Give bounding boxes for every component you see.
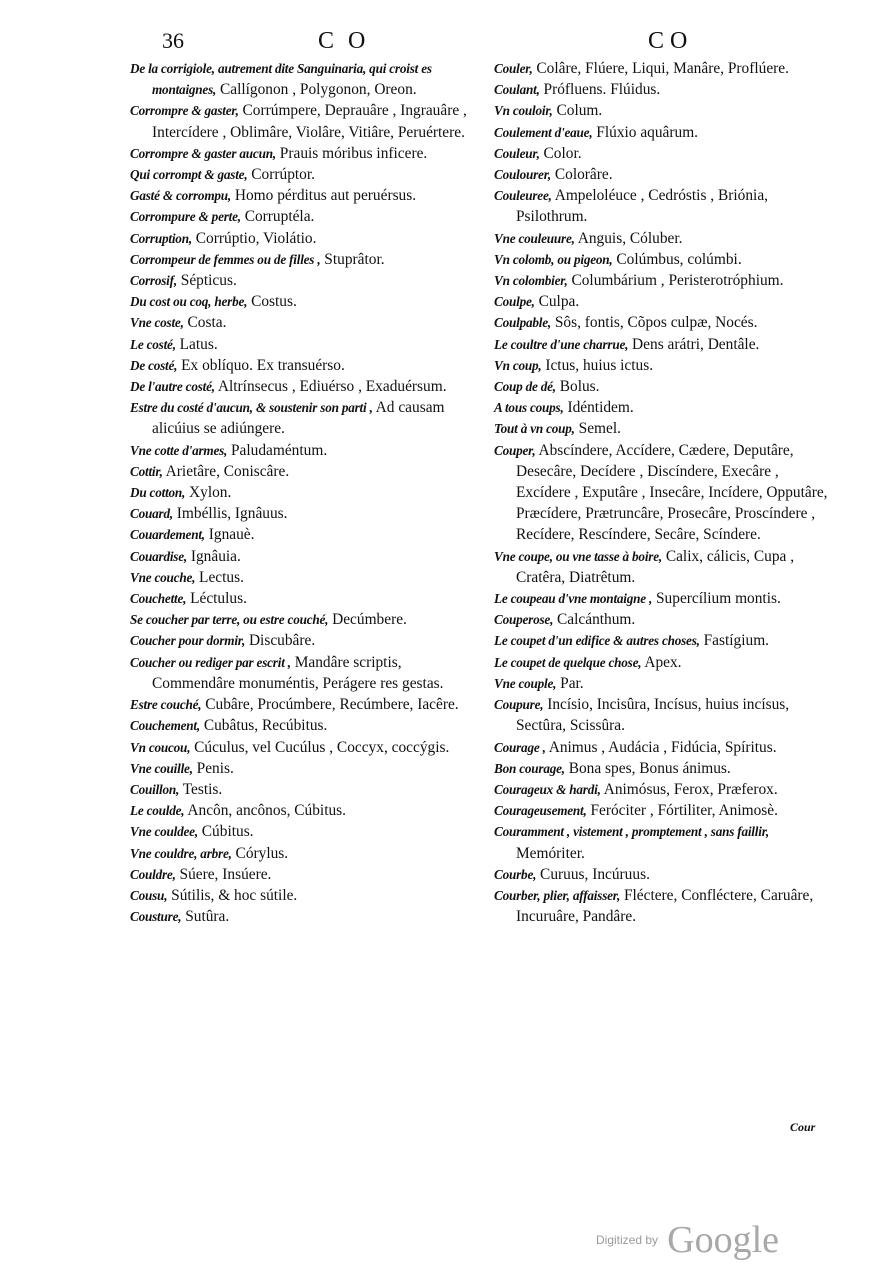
entry-translation: Corruptéla. (240, 208, 315, 226)
dictionary-entry (130, 524, 482, 545)
entry-translation: Cúbitus. (197, 823, 254, 841)
entry-translation: Corrúptio, Violátio. (191, 229, 317, 247)
entry-translation: Culpa. (534, 293, 580, 311)
entry-translation: Colâre, Flúere, Liqui, Manâre, Proflúere. (532, 60, 789, 77)
entry-translation: Calcánthum. (553, 611, 636, 629)
entry-headword: Couardement, (130, 527, 205, 543)
entry-headword: Estre couché, (130, 697, 202, 713)
entry-translation: Latus. (175, 335, 218, 353)
dictionary-entry (130, 567, 482, 588)
entry-translation: Animus , Audácia , Fidúcia, Spíritus. (545, 738, 777, 756)
right-running-head: CO (648, 28, 694, 54)
entry-headword: Coup de dé, (494, 379, 556, 395)
entry-headword: Vne coste, (130, 315, 184, 331)
entry-headword: Couramment , vistement , promptement , sans faillir, (494, 824, 769, 840)
dictionary-entry (130, 228, 482, 249)
entry-translation: Bolus. (555, 378, 600, 396)
dictionary-entry (130, 715, 482, 736)
entry-headword: Vn colomb, ou pigeon, (494, 251, 613, 267)
entry-translation: Callígonon , Polygonon, Oreon. (216, 81, 417, 99)
entry-headword: Courage , (494, 739, 546, 755)
entry-headword: De l'autre costé, (130, 379, 215, 395)
entry-headword: Coulpe, (494, 294, 535, 310)
dictionary-entry (130, 758, 482, 779)
dictionary-entry (130, 737, 482, 758)
entry-headword: De costé, (130, 357, 178, 373)
entry-headword: Vn couloir, (494, 103, 553, 119)
entry-headword: Le coupet d'un edifice & autres choses, (494, 633, 700, 649)
entry-headword: Couper, (494, 442, 536, 458)
dictionary-entry (494, 249, 830, 270)
entry-headword: Le coulde, (130, 803, 185, 819)
dictionary-entry (130, 461, 482, 482)
entry-headword: A tous coups, (494, 400, 564, 416)
entry-translation: Fastígium. (699, 632, 770, 650)
entry-translation: Animósus, Ferox, Præferox. (600, 780, 778, 798)
entry-headword: Vne coupe, ou vne tasse à boire, (494, 548, 662, 564)
entry-headword: Coulement d'eaue, (494, 124, 593, 140)
dictionary-entry (130, 503, 482, 524)
entry-headword: Coulourer, (494, 167, 552, 183)
entry-headword: Couperose, (494, 612, 554, 628)
entry-headword: Coulant, (494, 82, 540, 98)
dictionary-entry (494, 694, 830, 736)
entry-headword: Le coupeau d'vne montaigne , (494, 591, 653, 607)
entry-translation: Cubâtus, Recúbitus. (199, 717, 328, 735)
entry-translation: Cubâre, Procúmbere, Recúmbere, Iacêre. (201, 696, 459, 714)
dictionary-entry (494, 885, 830, 927)
dictionary-entry (494, 546, 830, 588)
entry-headword: Courbe, (494, 866, 537, 882)
entry-translation: Ex oblíquo. Ex transuérso. (177, 356, 345, 374)
entry-headword: Du cost ou coq, herbe, (130, 294, 248, 310)
entry-headword: Se coucher par terre, ou estre couché, (130, 612, 329, 628)
entry-translation: Semel. (574, 420, 621, 438)
entry-headword: Cousture, (130, 909, 182, 925)
entry-headword: Estre du costé d'aucun, & soustenir son parti , (130, 400, 373, 416)
entry-headword: Vne couille, (130, 760, 193, 776)
entry-headword: Tout à vn coup, (494, 421, 575, 437)
entry-translation: Costa. (183, 314, 227, 332)
entry-translation: Calix, cálicis, Cupa , Cratêra, Diatrêtum. (516, 547, 795, 586)
page-number: 36 (162, 28, 184, 53)
entry-translation: Sôs, fontis, Cõpos culpæ, Nocés. (550, 314, 758, 332)
dictionary-entry (494, 164, 830, 185)
entry-headword: Vne couche, (130, 569, 196, 585)
entry-headword: Couleur, (494, 145, 540, 161)
entry-translation: Xylon. (185, 484, 232, 502)
entry-translation: Par. (556, 674, 584, 692)
entry-translation: Ictus, huius ictus. (541, 356, 654, 374)
entry-headword: Coupure, (494, 697, 544, 713)
entry-headword: Couler, (494, 61, 533, 76)
entry-translation: Corrúptor. (247, 166, 315, 184)
entry-headword: Vne couple, (494, 675, 557, 691)
dictionary-entry (494, 355, 830, 376)
dictionary-entry (494, 79, 830, 100)
entry-translation: Incísio, Incisûra, Incísus, huius incísus, Sectûra, Scissûra. (516, 696, 790, 735)
entry-headword: Gasté & corrompu, (130, 188, 232, 204)
dictionary-entry (494, 143, 830, 164)
entry-headword: Vn coup, (494, 357, 542, 373)
entry-translation: Homo pérditus aut peruérsus. (231, 187, 417, 205)
entry-translation: Decúmbere. (328, 611, 407, 629)
entry-translation: Feróciter , Fórtiliter, Animosè. (586, 802, 778, 820)
dictionary-entry (130, 821, 482, 842)
dictionary-entry (130, 546, 482, 567)
dictionary-entry (130, 58, 482, 100)
dictionary-entry (130, 312, 482, 333)
entry-translation: Colum. (552, 102, 603, 120)
entry-translation: Mandâre scriptis, Commendâre monuméntis, Perágere res gestas. (152, 653, 444, 692)
entry-headword: Bon courage, (494, 760, 565, 776)
entry-translation: Stuprâtor. (320, 250, 385, 268)
entry-translation: Corrúmpere, Deprauâre , Ingrauâre , Intercídere , Oblimâre, Violâre, Vitiâre, Peruértere. (152, 102, 467, 141)
dictionary-entry (494, 588, 830, 609)
entry-translation: Flúxio aquârum. (592, 123, 699, 141)
entry-translation: Altrínsecus , Ediuérso , Exaduérsum. (214, 378, 447, 396)
left-column (130, 58, 482, 927)
entry-translation: Prófluens. Flúidus. (539, 81, 661, 99)
entry-translation: Ampeloléuce , Cedróstis , Briónia, Psilothrum. (516, 187, 769, 226)
entry-translation: Imbéllis, Ignâuus. (172, 505, 288, 523)
dictionary-entry (130, 206, 482, 227)
entry-translation: Costus. (247, 293, 297, 311)
entry-translation: Ignauè. (204, 526, 255, 544)
entry-headword: Courber, plier, affaisser, (494, 887, 621, 903)
entry-headword: Couardise, (130, 548, 187, 564)
entry-translation: Columbárium , Peristerotróphium. (567, 272, 784, 290)
dictionary-entry (130, 355, 482, 376)
left-running-head: CO (318, 28, 380, 54)
dictionary-entry (494, 100, 830, 121)
entry-translation: Colorâre. (551, 166, 613, 184)
catchword: Cour (790, 1120, 816, 1134)
entry-headword: Vn colombier, (494, 273, 568, 289)
entry-headword: Corrompre & gaster aucun, (130, 145, 276, 161)
entry-translation: Bona spes, Bonus ánimus. (564, 759, 731, 777)
entry-headword: Le costé, (130, 336, 176, 352)
dictionary-entry (494, 609, 830, 630)
entry-headword: Du cotton, (130, 485, 186, 501)
dictionary-entry (494, 312, 830, 333)
entry-translation: Abscíndere, Accídere, Cædere, Deputâre, Desecâre, Decídere , Discíndere, Execâre , Excídere , Exputâre , Insecâre, Incídere, Opputâre, Præcídere, Prætruncâre, Prosecâre, Proscíndere , Recídere, Rescíndere, Secâre, Scíndere. (516, 441, 828, 544)
entry-translation: Colúmbus, colúmbi. (612, 250, 742, 268)
entry-translation: Léctulus. (186, 590, 247, 608)
dictionary-entry (130, 609, 482, 630)
entry-headword: Coucher ou rediger par escrit , (130, 654, 291, 670)
entry-headword: Vne cotte d'armes, (130, 442, 228, 458)
dictionary-entry (494, 821, 830, 863)
entry-headword: Corruption, (130, 230, 192, 246)
entry-translation: Penis. (192, 759, 234, 777)
dictionary-entry (130, 906, 482, 927)
dictionary-entry (130, 843, 482, 864)
entry-headword: Courageux & hardi, (494, 781, 601, 797)
entry-headword: Corrompre & gaster, (130, 103, 239, 119)
dictionary-entry (494, 122, 830, 143)
entry-headword: Couchette, (130, 591, 187, 607)
dictionary-entry (130, 779, 482, 800)
entry-headword: Vne couldre, arbre, (130, 845, 232, 861)
entry-translation: Apex. (641, 653, 682, 671)
entry-headword: Cousu, (130, 887, 168, 903)
dictionary-entry (130, 185, 482, 206)
entry-translation: Supercílium montis. (652, 590, 781, 608)
dictionary-entry (494, 228, 830, 249)
entry-translation: Súere, Insúere. (175, 865, 272, 883)
entry-translation: Discubâre. (245, 632, 316, 650)
entry-translation: Ancôn, ancônos, Cúbitus. (184, 802, 346, 820)
right-column (494, 58, 830, 927)
entry-translation: Dens arátri, Dentâle. (628, 335, 760, 353)
dictionary-entry (494, 418, 830, 439)
dictionary-entry (494, 779, 830, 800)
entry-headword: Coulpable, (494, 315, 551, 331)
dictionary-entry (130, 376, 482, 397)
entry-headword: Vne couleuure, (494, 230, 575, 246)
dictionary-entry (130, 800, 482, 821)
dictionary-entry (130, 334, 482, 355)
entry-translation: Cúculus, vel Cucúlus , Coccyx, coccýgis. (190, 738, 450, 756)
dictionary-entry (494, 652, 830, 673)
entry-translation: Ignâuia. (187, 547, 241, 565)
entry-translation: Memóriter. (516, 844, 585, 862)
entry-translation: Córylus. (231, 844, 289, 862)
entry-headword: Le coupet de quelque chose, (494, 654, 642, 670)
entry-headword: Vn coucou, (130, 739, 191, 755)
entry-headword: Couillon, (130, 781, 180, 797)
entry-headword: Corrompeur de femmes ou de filles , (130, 251, 321, 267)
entry-headword: Cottir, (130, 463, 163, 479)
digitized-label: Digitized by (596, 1233, 659, 1247)
entry-translation: Idéntidem. (563, 399, 634, 417)
dictionary-entry (494, 737, 830, 758)
dictionary-entry (494, 291, 830, 312)
dictionary-entry (130, 588, 482, 609)
entry-headword: Couard, (130, 506, 173, 522)
dictionary-entry (130, 864, 482, 885)
entry-headword: Vne couldee, (130, 824, 198, 840)
dictionary-entry (130, 630, 482, 651)
entry-translation: Anguis, Cóluber. (574, 229, 683, 247)
dictionary-entry (494, 630, 830, 651)
digitized-footer (596, 1218, 779, 1262)
google-logo: Google (667, 1219, 779, 1261)
entry-translation: Color. (539, 144, 582, 162)
dictionary-entry (130, 397, 482, 439)
dictionary-entry (130, 249, 482, 270)
entry-headword: Couleuree, (494, 188, 552, 204)
dictionary-entry (130, 440, 482, 461)
dictionary-entry (130, 164, 482, 185)
dictionary-entry (130, 100, 482, 142)
dictionary-entry (494, 185, 830, 227)
dictionary-entry (494, 397, 830, 418)
dictionary-entry (130, 482, 482, 503)
dictionary-entry (494, 758, 830, 779)
entry-headword: Qui corrompt & gaste, (130, 167, 248, 183)
entry-headword: Le coultre d'une charrue, (494, 336, 629, 352)
dictionary-entry (494, 58, 830, 79)
dictionary-entry (494, 800, 830, 821)
entry-headword: Corrompure & perte, (130, 209, 241, 225)
entry-headword: Couldre, (130, 866, 176, 882)
entry-headword: De la corrigiole, autrement dite Sanguinaria, qui croist es montaignes, (130, 61, 432, 98)
dictionary-entry (494, 270, 830, 291)
entry-translation: Arietâre, Coniscâre. (162, 462, 290, 480)
entry-headword: Corrosif, (130, 273, 177, 289)
dictionary-entry (130, 885, 482, 906)
dictionary-entry (494, 440, 830, 546)
entry-translation: Prauis móribus inficere. (275, 144, 428, 162)
entry-translation: Lectus. (195, 568, 244, 586)
entry-translation: Testis. (179, 780, 223, 798)
dictionary-entry (130, 270, 482, 291)
dictionary-entry (494, 673, 830, 694)
entry-headword: Couchement, (130, 718, 200, 734)
entry-translation: Sépticus. (176, 272, 237, 290)
dictionary-entry (130, 143, 482, 164)
dictionary-entry (130, 694, 482, 715)
dictionary-entry (494, 376, 830, 397)
dictionary-entry (130, 291, 482, 312)
entry-headword: Coucher pour dormir, (130, 633, 246, 649)
entry-translation: Curuus, Incúruus. (536, 865, 650, 883)
dictionary-entry (494, 864, 830, 885)
dictionary-entry (130, 652, 482, 694)
entry-headword: Courageusement, (494, 803, 587, 819)
entry-translation: Sutûra. (181, 908, 230, 926)
entry-translation: Ad causam alicúius se adiúngere. (152, 399, 445, 438)
entry-translation: Sútilis, & hoc sútile. (167, 886, 298, 904)
entry-translation: Paludaméntum. (227, 441, 328, 459)
dictionary-entry (494, 334, 830, 355)
entry-translation: Fléctere, Confléctere, Caruâre, Incuruâre, Pandâre. (516, 886, 814, 926)
